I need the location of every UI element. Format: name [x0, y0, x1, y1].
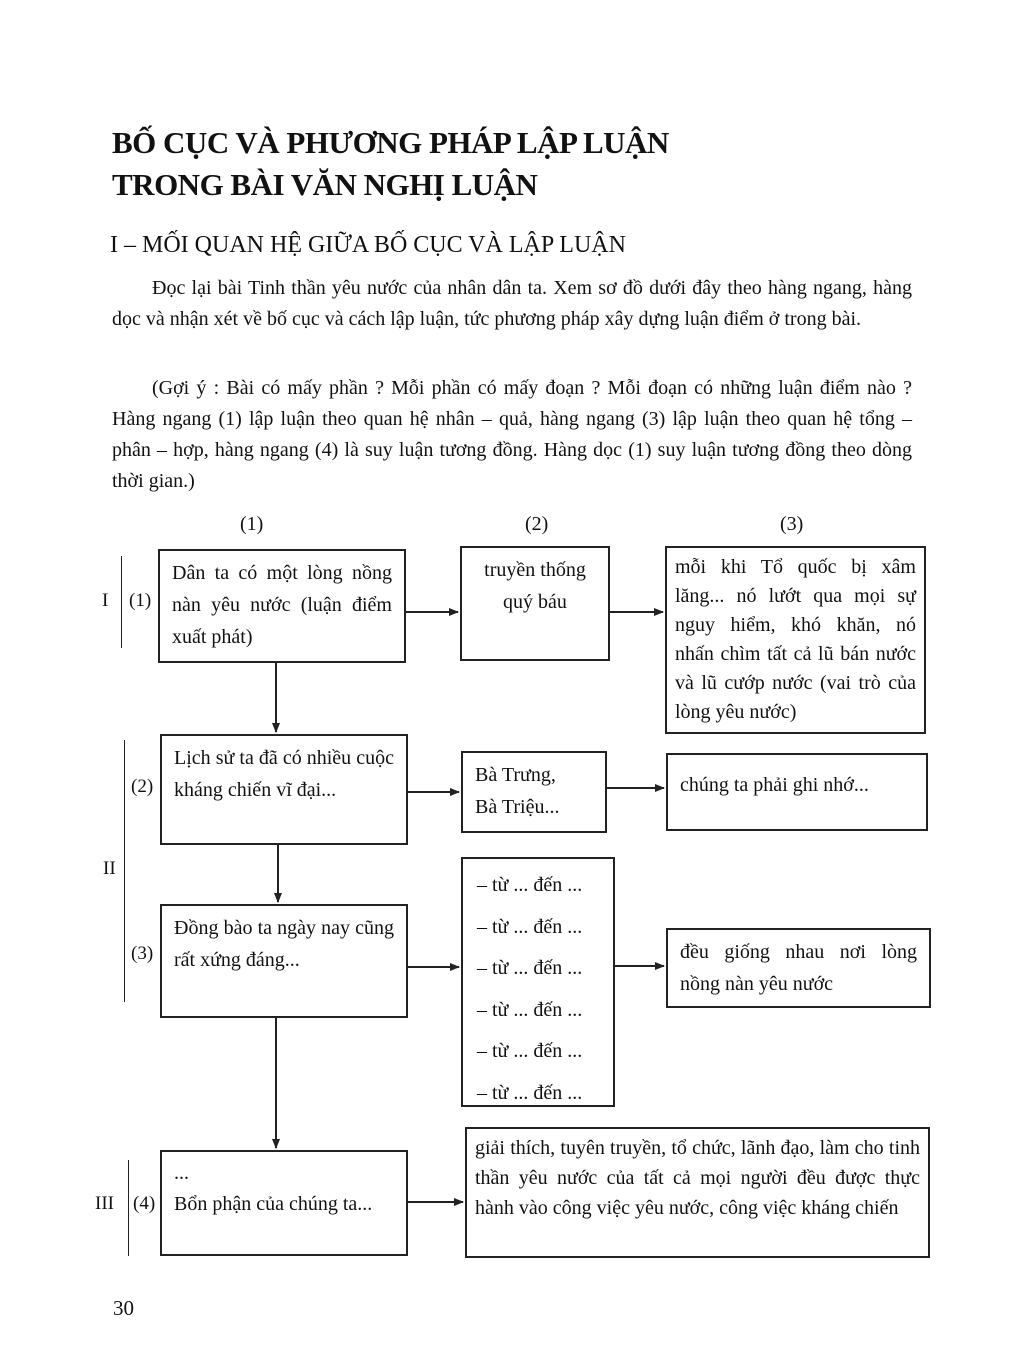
- title-line-1: BỐ CỤC VÀ PHƯƠNG PHÁP LẬP LUẬN: [112, 125, 669, 160]
- row-label-3: (3): [131, 943, 154, 964]
- box-row2-col2-line2: Bà Triệu...: [475, 796, 560, 818]
- row-label-1: (1): [129, 590, 152, 611]
- part-label-ii: II: [103, 858, 116, 879]
- box-row4-col1-line2: Bổn phận của chúng ta...: [174, 1193, 373, 1215]
- box-row3-col3: đều giống nhau nơi lòng nồng nàn yêu nước: [666, 928, 931, 1008]
- list-item: – từ ... đến ...: [477, 1040, 583, 1062]
- hint-paragraph-text: (Gợi ý : Bài có mấy phần ? Mỗi phần có mấy đoạn ? Mỗi đoạn có những luận điểm nào ? Hàng ngang (1) lập luận theo quan hệ nhân – quả, hàng ngang (3) lập luận theo quan hệ tổng – phân – hợp, hàng ngang (4) là suy luận tương đồng. Hàng dọc (1) suy luận tương đồng theo dòng thời gian.): [112, 377, 912, 492]
- section-heading: I – MỐI QUAN HỆ GIỮA BỐ CỤC VÀ LẬP LUẬN: [110, 232, 626, 258]
- part-label-i: I: [102, 590, 109, 611]
- box-row3-col1: Đồng bào ta ngày nay cũng rất xứng đáng...: [160, 904, 408, 1018]
- box-row1-col3: mỗi khi Tổ quốc bị xâm lăng... nó lướt qua mọi sự nguy hiểm, khó khăn, nó nhấn chìm tất cả lũ bán nước và lũ cướp nước (vai trò của lòng yêu nước): [665, 546, 926, 734]
- box-row2-col2-line1: Bà Trưng,: [475, 764, 556, 786]
- box-row2-col1: Lịch sử ta đã có nhiều cuộc kháng chiến vĩ đại...: [160, 734, 408, 845]
- row-label-2: (2): [131, 776, 154, 797]
- box-row2-col3: chúng ta phải ghi nhớ...: [666, 753, 928, 831]
- part-label-iii: III: [95, 1193, 114, 1214]
- box-row4-col3: giải thích, tuyên truyền, tổ chức, lãnh đạo, làm cho tinh thần yêu nước của tất cả mọi người đều được thực hành vào công việc yêu nước, công việc kháng chiến: [465, 1127, 930, 1258]
- box-row4-col1-line1: ...: [174, 1162, 189, 1184]
- row-label-4: (4): [133, 1193, 156, 1214]
- list-item: – từ ... đến ...: [477, 1081, 583, 1104]
- box-row1-col2: truyền thống quý báu: [460, 546, 610, 661]
- box-row1-col1: Dân ta có một lòng nồng nàn yêu nước (luận điểm xuất phát): [158, 549, 406, 663]
- column-header-3: (3): [780, 513, 804, 535]
- intro-paragraph-text: Đọc lại bài Tinh thần yêu nước của nhân dân ta. Xem sơ đồ dưới đây theo hàng ngang, hàng dọc và nhận xét về bố cục và cách lập luận, tức phương pháp xây dựng luận điểm ở trong bài.: [112, 277, 912, 330]
- page-number: 30: [113, 1296, 134, 1320]
- list-item: – từ ... đến ...: [477, 998, 583, 1021]
- column-header-1: (1): [240, 513, 264, 535]
- column-header-2: (2): [525, 513, 549, 535]
- list-item: – từ ... đến ...: [477, 915, 583, 938]
- list-item: – từ ... đến ...: [477, 957, 583, 979]
- list-item: – từ ... đến ...: [477, 874, 583, 896]
- title-line-2: TRONG BÀI VĂN NGHỊ LUẬN: [112, 167, 538, 202]
